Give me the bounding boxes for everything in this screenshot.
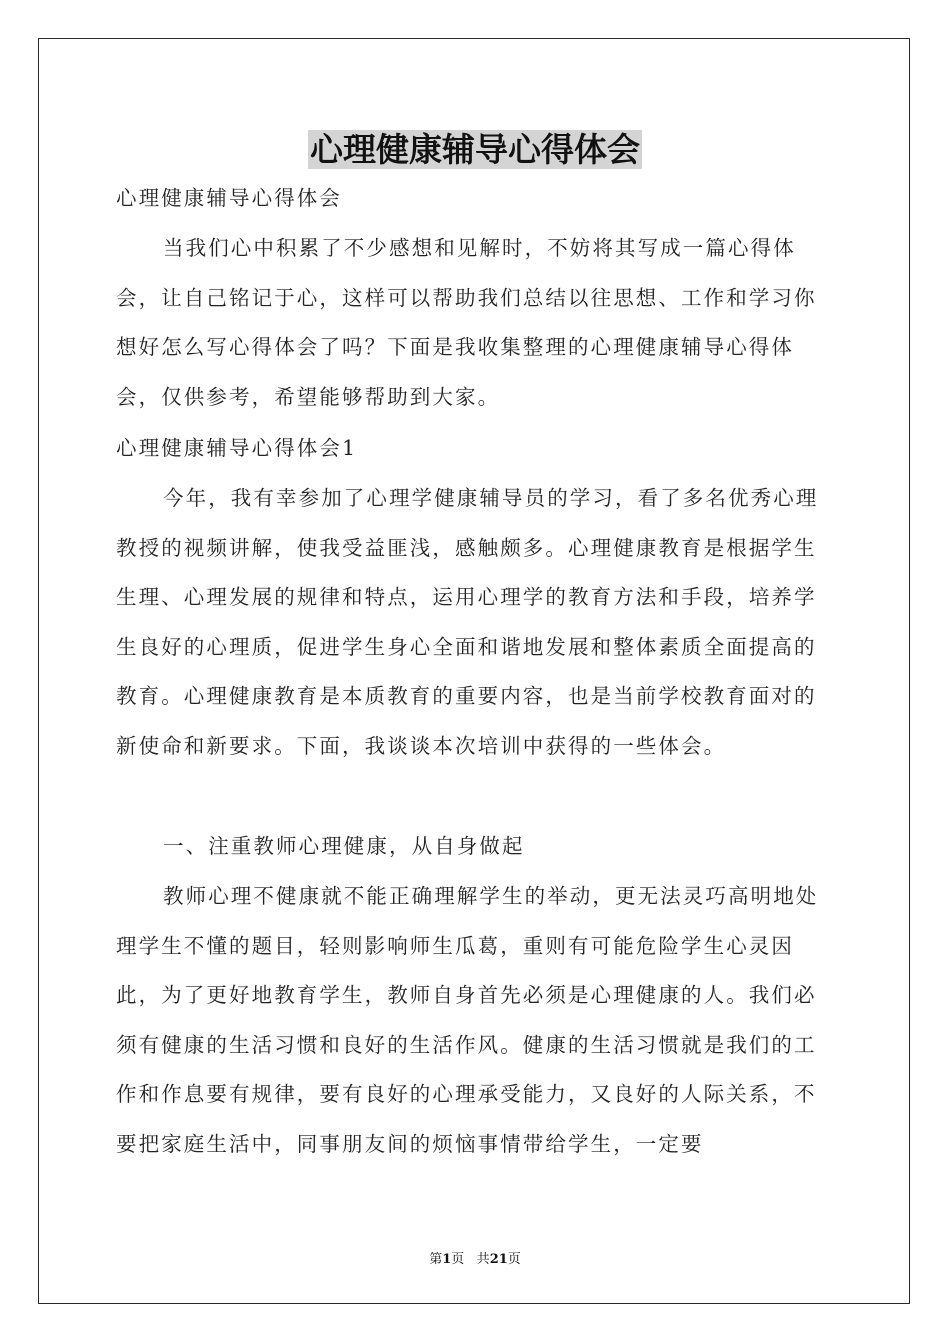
footer-total-prefix: 共 — [476, 1252, 490, 1267]
paragraph-2: 教师心理不健康就不能正确理解学生的举动，更无法灵巧高明地处理学生不懂的题目，轻则影响师生瓜葛，重则有可能危险学生心灵因此，为了更好地教育学生，教师自身首先必须是心理健康的人。我们必须有健康的生活习惯和良好的生活作风。健康的生活习惯就是我们的工作和作息要有规律，要有良好的心理承受能力，又良好的人际关系，不要把家庭生活中，同事朋友间的烦恼事情带给学生，一定要 — [116, 884, 819, 1156]
subheading-1: 一、注重教师心理健康，从自身做起 — [163, 834, 525, 858]
footer-total-pages: 21 — [489, 1252, 508, 1267]
footer-page-number: 1 — [442, 1252, 452, 1267]
document-title — [0, 128, 950, 172]
intro-paragraph: 当我们心中积累了不少感想和见解时，不妨将其写成一篇心得体会，让自己铭记于心，这样可以帮助我们总结以往思想、工作和学习你想好怎么写心得体会了吗？下面是我收集整理的心理健康辅导心得体会，仅供参考，希望能够帮助到大家。 — [116, 236, 817, 409]
section-heading: 心理健康辅导心得体会1 — [116, 436, 358, 460]
footer-page-suffix: 页 — [451, 1252, 465, 1267]
paragraph-1: 今年，我有幸参加了心理学健康辅导员的学习，看了多名优秀心理教授的视频讲解，使我受益匪浅，感触颇多。心理健康教育是根据学生生理、心理发展的规律和特点，运用心理学的教育方法和手段，培养学生良好的心理质，促进学生身心全面和谐地发展和整体素质全面提高的教育。心理健康教育是本质教育的重要内容，也是当前学校教育面对的新使命和新要求。下面，我谈谈本次培训中获得的一些体会。 — [116, 486, 819, 758]
document-title-text: 心理健康辅导心得体会 — [310, 130, 640, 169]
document-subtitle: 心理健康辅导心得体会 — [116, 186, 342, 210]
page-footer — [0, 1248, 950, 1267]
footer-total-suffix: 页 — [507, 1252, 521, 1267]
footer-page-prefix: 第 — [429, 1252, 443, 1267]
